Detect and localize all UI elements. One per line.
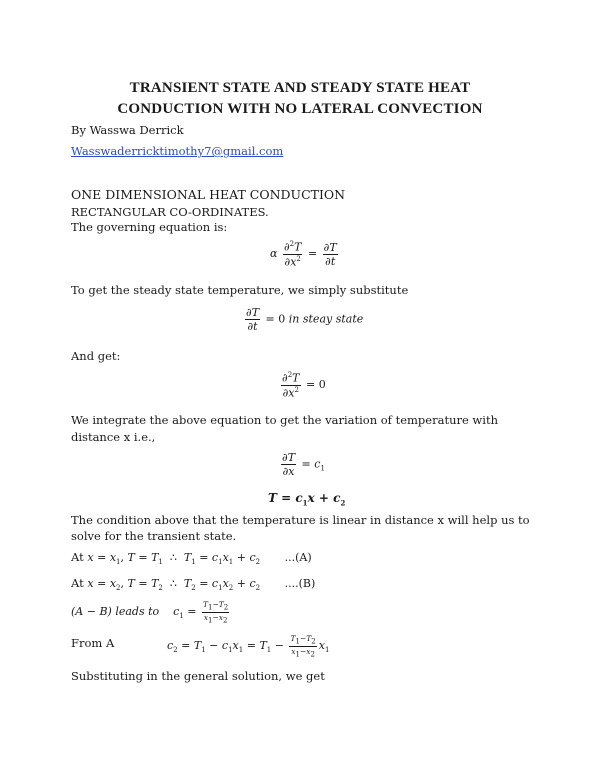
equation-first-integral: $\frac{\partial T}{\partial x}$ = $c_1$ xyxy=(282,451,325,478)
paragraph-get: And get: xyxy=(71,349,121,363)
equation-laplace: $\frac{\partial^2T}{\partial x^2}$ = 0 xyxy=(282,371,326,400)
email-link[interactable]: Wasswaderricktimothy7@gmail.com xyxy=(71,144,284,158)
leads-to-label: leads to xyxy=(115,605,160,618)
paragraph-steady: To get the steady state temperature, we simply substitute xyxy=(71,283,409,297)
equation-governing: α $\frac{\partial^2T}{\partial x^2}$ = $\frac{\partial T}{\partial t}$ xyxy=(270,240,337,269)
at-label-1: At xyxy=(71,550,84,564)
equation-general-solution: $T = c_1x + c_2$ xyxy=(268,491,346,508)
author-line: By Wasswa Derrick xyxy=(71,123,184,137)
paragraph-integrate-1: We integrate the above equation to get the variation of temperature with xyxy=(71,413,498,427)
equation-line-a: At $x = x_1$, $T = T_1$ ∴ $T_1 = c_1x_1 + c_2$ ...(A) xyxy=(71,550,312,567)
paragraph-substituting: Substituting in the general solution, we get xyxy=(71,669,325,683)
eq-label-b: ....(B) xyxy=(284,577,316,590)
from-a-label: From A xyxy=(71,636,115,650)
paragraph-governing: The governing equation is: xyxy=(71,220,228,234)
paragraph-integrate-2: distance x i.e., xyxy=(71,430,156,444)
subheading: RECTANGULAR CO-ORDINATES. xyxy=(71,205,269,219)
equation-c2: $c_2 = T_1 - c_1x_1 = T_1$ − $\frac{T_1-T_2}{x_1-x_2}$ $x_1$ xyxy=(167,634,330,658)
document-title-line-2: CONDUCTION WITH NO LATERAL CONVECTION xyxy=(117,101,483,117)
a-minus-b-label: (A − B) xyxy=(71,605,112,618)
equation-line-b: At $x = x_2$, $T = T_2$ ∴ $T_2 = c_1x_2 + c_2$ ....(B) xyxy=(71,576,316,593)
steady-label: in steay state xyxy=(288,312,364,326)
eq-label-a: ...(A) xyxy=(284,551,312,564)
paragraph-condition-1: The condition above that the temperature is linear in distance x will help us to xyxy=(71,513,530,527)
document-title-line-1: TRANSIENT STATE AND STEADY STATE HEAT xyxy=(129,80,471,96)
equation-c2-line xyxy=(71,636,114,650)
equation-steady-condition: $\frac{\partial T}{\partial t}$ = 0 in steay state xyxy=(246,306,364,333)
section-heading: ONE DIMENSIONAL HEAT CONDUCTION xyxy=(71,187,346,202)
paragraph-condition-2: solve for the transient state. xyxy=(71,529,237,543)
at-label-2: At xyxy=(71,576,84,590)
equation-c1: (A − B) leads to $c_1$ = $\frac{T_1-T_2}{x_1-x_2}$ xyxy=(71,600,229,624)
